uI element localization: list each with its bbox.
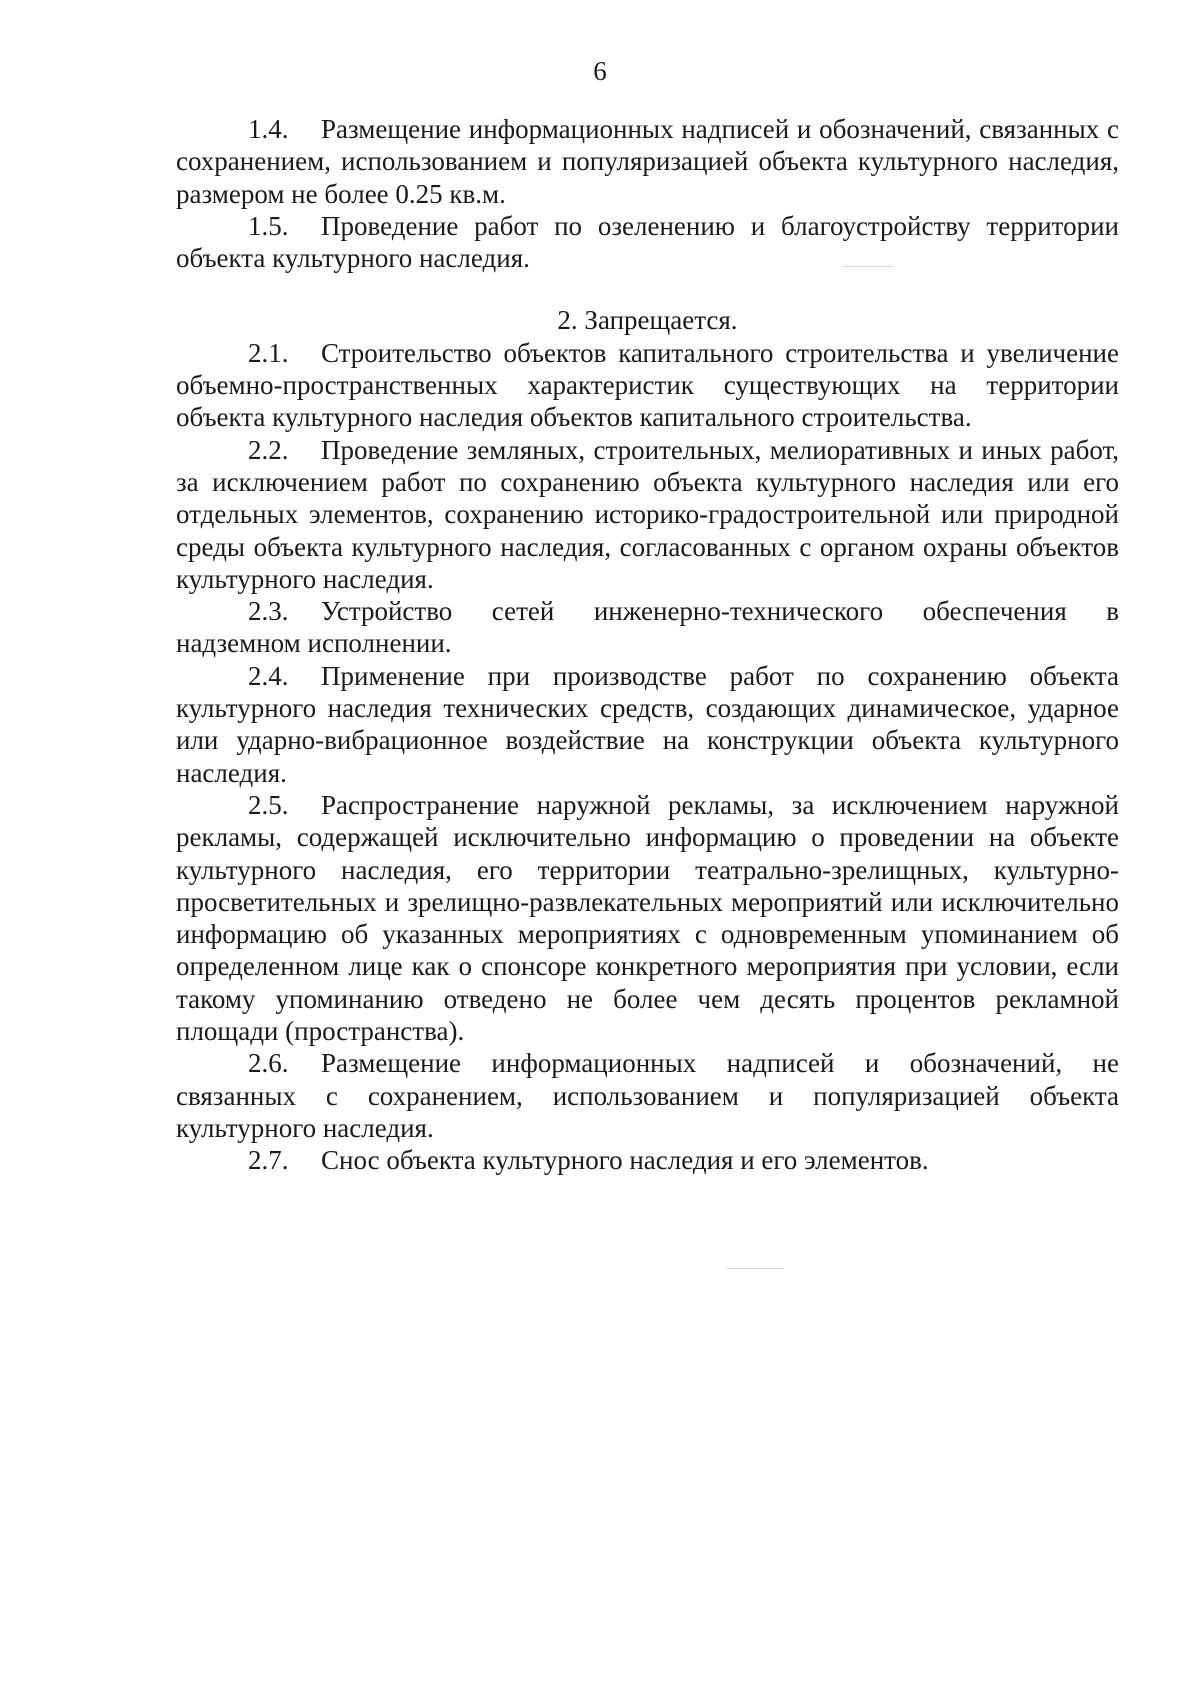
clause-text: Применение при производстве работ по сохранению объекта культурного наследия технических средств, создающих динамическое, ударное или ударно-вибрационное воздействие на конструкции объекта культурного наследия. <box>176 660 1119 788</box>
clause-2-7 <box>176 1144 1119 1176</box>
clause-1-4 <box>176 113 1119 210</box>
clause-text: Проведение земляных, строительных, мелиоративных и иных работ, за исключением работ по сохранению объекта культурного наследия или его отдельных элементов, сохранению историко-градостроительной или природной среды объекта культурного наследия, согласованных с органом охраны объектов культурного наследия. <box>176 434 1119 594</box>
clause-text: Проведение работ по озеленению и благоустройству территории объекта культурного наследия. <box>176 210 1119 274</box>
clause-number: 2.5. <box>248 789 289 820</box>
section-heading: 2. Запрещается. <box>557 305 738 336</box>
clause-number: 1.4. <box>248 114 289 144</box>
clause-2-5 <box>176 789 1119 1047</box>
clause-1-5 <box>176 210 1119 275</box>
clause-2-4 <box>176 660 1119 789</box>
clause-number: 2.1. <box>248 337 289 368</box>
clause-text: Снос объекта культурного наследия и его элементов. <box>321 1145 929 1176</box>
scan-artifact-line <box>726 1268 784 1269</box>
clause-text: Размещение информационных надписей и обозначений, не связанных с сохранением, использованием и популяризацией объекта культурного наследия. <box>176 1048 1119 1143</box>
clause-2-1 <box>176 337 1119 434</box>
clause-text: Распространение наружной рекламы, за исключением наружной рекламы, содержащей исключительно информацию о проведении на объекте культурного наследия, его территории театрально-зрелищных, культурно-просветительных и зрелищно-развлекательных мероприятий или исключительно информацию об указанных мероприятиях с одновременным упоминанием об определенном лице как о спонсоре конкретного мероприятия при условии, если такому упоминанию отведено не более чем десять процентов рекламной площади (пространства). <box>176 789 1119 1047</box>
clause-2-3 <box>176 595 1119 660</box>
clause-number: 2.7. <box>248 1145 289 1176</box>
clause-text: Строительство объектов капитального строительства и увеличение объемно-пространственных характеристик существующих на территории объекта культурного наследия объектов капитального строительства. <box>176 337 1119 433</box>
clause-number: 1.5. <box>248 210 289 241</box>
clause-2-6 <box>176 1047 1119 1144</box>
clause-number: 2.4. <box>248 660 289 691</box>
clause-text: Размещение информационных надписей и обозначений, связанных с сохранением, использованием и популяризацией объекта культурного наследия, размером не более 0.25 кв.м. <box>176 114 1119 209</box>
clause-2-2 <box>176 434 1119 595</box>
clause-number: 2.3. <box>248 596 289 627</box>
scan-artifact-line <box>842 266 894 267</box>
clause-text: Устройство сетей инженерно-технического обеспечения в надземном исполнении. <box>176 596 1119 659</box>
clause-number: 2.2. <box>248 434 289 465</box>
document-body <box>176 113 1119 1177</box>
page-number: 6 <box>593 56 607 86</box>
clause-number: 2.6. <box>248 1048 289 1079</box>
